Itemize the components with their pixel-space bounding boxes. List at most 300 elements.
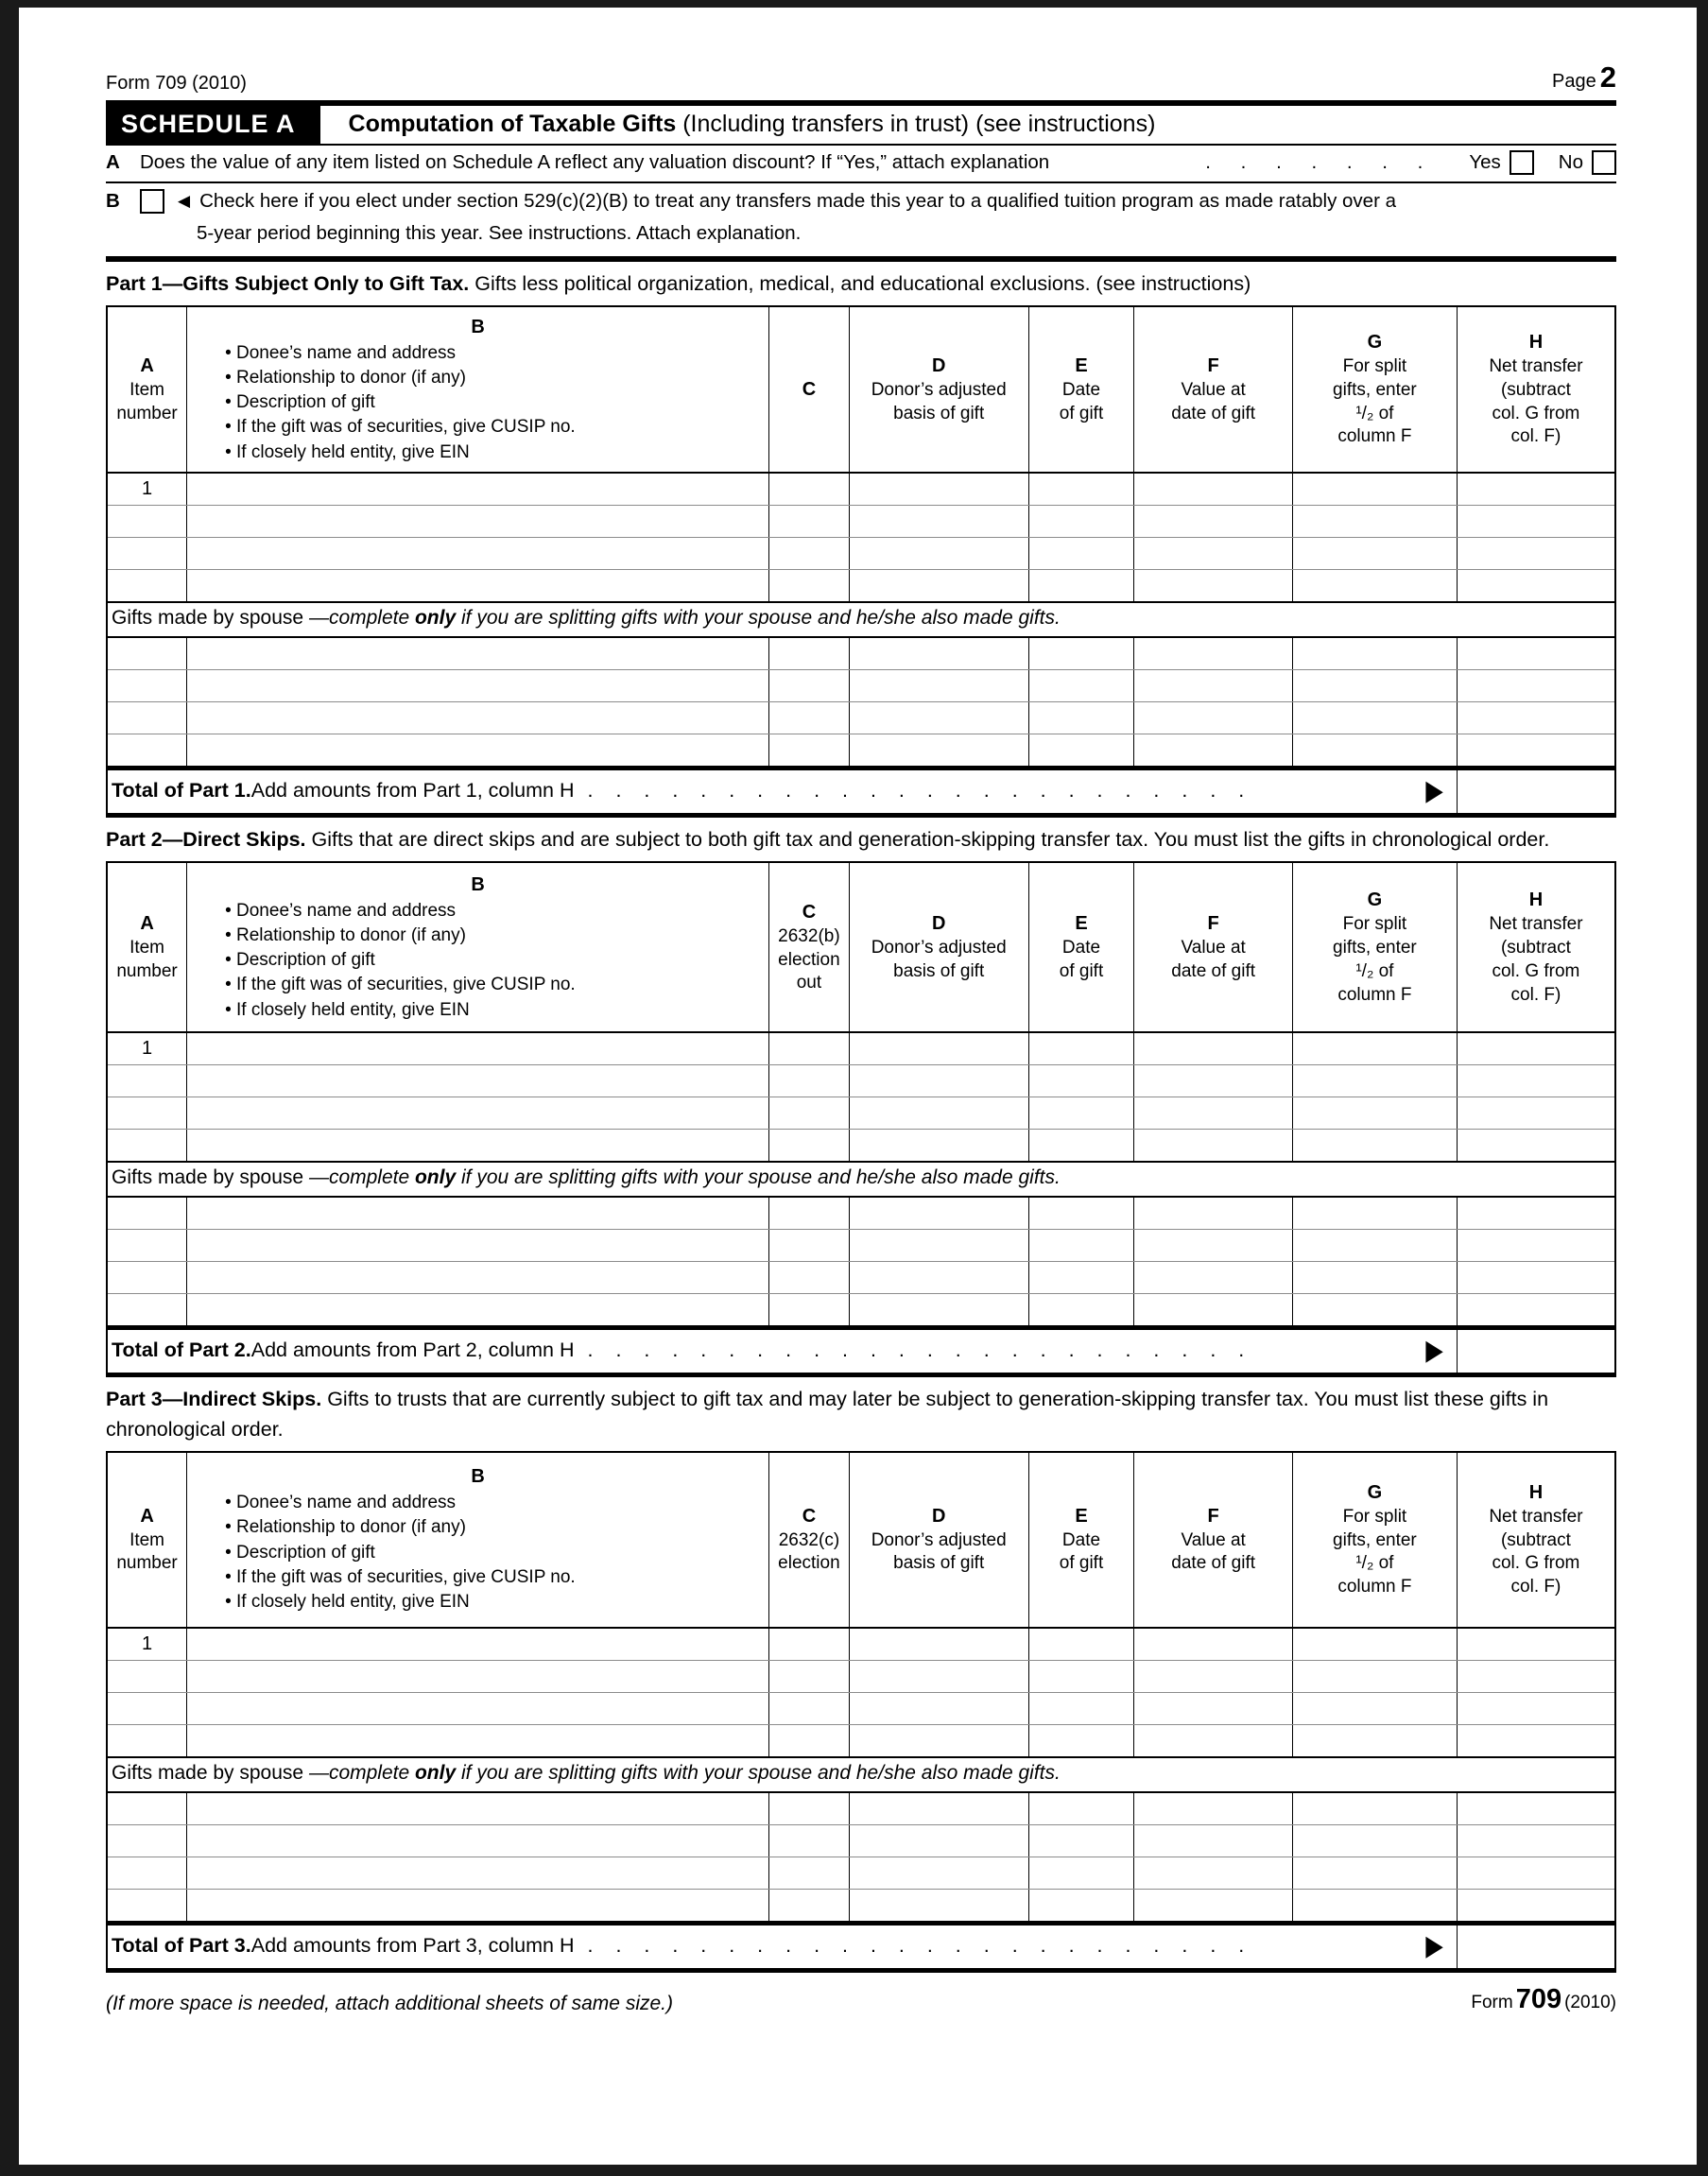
gift-entry-cell[interactable] [849, 1032, 1028, 1065]
gift-entry-cell[interactable] [107, 734, 187, 769]
footer-form-word: Form [1471, 1992, 1513, 2012]
col-header-a [107, 862, 187, 1032]
gift-entry-cell[interactable] [187, 1197, 769, 1230]
col-h-letter: H [1528, 332, 1544, 354]
spouse-note-only: only [414, 1166, 457, 1189]
col-header-d [849, 1452, 1028, 1628]
line-b-text-1: Check here if you elect under section 529(c)(2)(B) to treat any transfers made this year to a qualified tuition program as made ratably over a [199, 190, 1397, 212]
gift-entry-cell[interactable] [1134, 1628, 1293, 1661]
gift-entry-cell[interactable] [849, 1824, 1028, 1857]
line-b-letter: B [106, 190, 120, 212]
gift-entry-cell[interactable] [1457, 1262, 1615, 1294]
gift-entry-cell[interactable] [1457, 1230, 1615, 1262]
col-e-line: of gift [1059, 960, 1104, 981]
gift-entry-cell[interactable] [1457, 1857, 1615, 1889]
529-election-checkbox[interactable] [140, 189, 164, 214]
total-bold: Total of Part 1. [112, 779, 251, 803]
gift-entry-cell[interactable] [107, 1692, 187, 1724]
gift-entry-cell[interactable] [1134, 1294, 1293, 1328]
item-number-cell: 1 [107, 1032, 187, 1065]
col-d-line: Donor’s adjusted [871, 379, 1007, 400]
gift-entry-cell[interactable] [1134, 1197, 1293, 1230]
col-e-letter: E [1075, 913, 1088, 935]
part3-gifts-table [106, 1451, 1616, 1973]
gift-entry-cell[interactable] [1028, 570, 1134, 603]
gift-entry-cell[interactable] [1457, 1294, 1615, 1328]
gift-entry-cell[interactable] [769, 1097, 850, 1130]
gift-entry-cell[interactable] [769, 1660, 850, 1692]
gift-entry-cell[interactable] [1292, 1197, 1457, 1230]
gift-entry-cell[interactable] [1134, 1889, 1293, 1923]
col-g-line: column F [1337, 1576, 1412, 1597]
gift-entry-cell[interactable] [187, 1889, 769, 1923]
right-arrow-icon: ▶ [1425, 1929, 1443, 1962]
gift-entry-cell[interactable] [849, 1857, 1028, 1889]
page-number [1552, 60, 1616, 95]
gift-entry-cell[interactable] [1134, 1857, 1293, 1889]
gift-entry-cell[interactable] [187, 1032, 769, 1065]
gift-entry-cell[interactable] [187, 1857, 769, 1889]
part3-total-label [107, 1923, 1457, 1970]
gift-entry-cell[interactable] [187, 570, 769, 603]
col-c-line: 2632(c) [778, 1529, 840, 1550]
gift-entry-cell[interactable] [187, 637, 769, 670]
gift-entry-cell[interactable] [1134, 1097, 1293, 1130]
gift-entry-cell[interactable] [107, 1130, 187, 1163]
col-h-line: col. F) [1510, 1576, 1561, 1597]
col-c-line: out [796, 973, 822, 993]
gift-entry-cell[interactable] [769, 1032, 850, 1065]
col-h-line: (subtract [1500, 1529, 1571, 1550]
gift-entry-cell[interactable] [1457, 506, 1615, 538]
gift-entry-cell[interactable] [849, 1294, 1028, 1328]
gift-entry-cell[interactable] [849, 1724, 1028, 1757]
gift-entry-cell[interactable] [1134, 1660, 1293, 1692]
gift-entry-cell[interactable] [1028, 1792, 1134, 1825]
gift-entry-cell[interactable] [1457, 473, 1615, 506]
gift-entry-cell[interactable] [107, 1197, 187, 1230]
item-number-cell: 1 [107, 1628, 187, 1661]
col-h-line: col. G from [1492, 403, 1580, 423]
gift-entry-cell[interactable] [1457, 1130, 1615, 1163]
more-space-note: (If more space is needed, attach additional sheets of same size.) [106, 1992, 673, 2014]
col-d-letter: D [931, 354, 946, 376]
gift-entry-cell[interactable] [1028, 1294, 1134, 1328]
gift-entry-cell[interactable] [187, 1824, 769, 1857]
gift-entry-row [107, 1262, 1615, 1294]
gift-entry-cell[interactable] [1028, 1692, 1134, 1724]
gift-entry-cell[interactable] [1134, 670, 1293, 702]
gift-entry-cell[interactable] [187, 1230, 769, 1262]
gift-entry-cell[interactable] [187, 1065, 769, 1097]
gift-entry-cell[interactable] [187, 1628, 769, 1661]
gift-entry-row [107, 1097, 1615, 1130]
gift-entry-cell[interactable] [107, 702, 187, 734]
gift-entry-cell[interactable] [1134, 473, 1293, 506]
gift-entry-cell[interactable] [769, 1889, 850, 1923]
yes-label: Yes [1469, 151, 1501, 173]
col-d-line: basis of gift [893, 1553, 985, 1574]
col-a-letter: A [140, 354, 154, 376]
gift-entry-cell[interactable] [187, 1724, 769, 1757]
footer-form-number: 709 [1515, 1983, 1562, 2014]
gift-entry-cell[interactable] [107, 538, 187, 570]
col-b-bullet: • Donee’s name and address [225, 341, 763, 366]
gift-entry-cell[interactable] [769, 1130, 850, 1163]
part2-header-row [107, 862, 1615, 1032]
col-header-e [1028, 1452, 1134, 1628]
col-a-letter: A [140, 913, 154, 935]
footer-form-id [1471, 1984, 1616, 2015]
gift-entry-cell[interactable] [1028, 538, 1134, 570]
col-g-line: ¹/₂ of [1355, 960, 1394, 981]
gift-entry-cell[interactable] [1028, 1660, 1134, 1692]
col-d-letter: D [931, 1505, 946, 1527]
col-e-letter: E [1075, 354, 1088, 376]
gift-entry-cell[interactable] [1292, 473, 1457, 506]
page-num: 2 [1599, 60, 1616, 94]
gift-entry-cell[interactable] [1292, 1857, 1457, 1889]
gift-entry-cell[interactable] [1134, 1692, 1293, 1724]
gift-entry-cell[interactable] [1134, 1230, 1293, 1262]
gift-entry-cell[interactable] [849, 1097, 1028, 1130]
col-header-g [1292, 1452, 1457, 1628]
col-b-bullet: • Description of gift [225, 948, 763, 973]
gift-entry-cell[interactable] [1457, 1032, 1615, 1065]
gift-entry-cell[interactable] [849, 1792, 1028, 1825]
col-b-bullet: • If closely held entity, give EIN [225, 998, 763, 1023]
gift-entry-cell[interactable] [849, 506, 1028, 538]
gift-entry-cell[interactable] [1028, 1262, 1134, 1294]
spouse-gifts-note [107, 1162, 1615, 1197]
gift-entry-cell[interactable] [1028, 506, 1134, 538]
form-id: Form 709 (2010) [106, 73, 247, 94]
col-b-bullet: • If the gift was of securities, give CUSIP no. [225, 415, 763, 440]
part2-caption-bold: Part 2—Direct Skips. [106, 828, 306, 852]
gift-entry-cell[interactable] [1292, 1294, 1457, 1328]
gift-entry-cell[interactable] [1134, 570, 1293, 603]
gift-entry-cell[interactable] [769, 1857, 850, 1889]
gift-entry-cell[interactable] [107, 1889, 187, 1923]
gift-entry-cell[interactable] [1292, 670, 1457, 702]
gift-entry-cell[interactable] [1028, 1230, 1134, 1262]
gift-entry-cell[interactable] [769, 1824, 850, 1857]
part2-total-amount-cell[interactable] [1457, 1328, 1615, 1375]
col-g-line: column F [1337, 984, 1412, 1005]
col-header-a [107, 1452, 187, 1628]
gift-entry-cell[interactable] [769, 1065, 850, 1097]
gift-entry-cell[interactable] [1457, 1824, 1615, 1857]
gift-entry-cell[interactable] [1028, 1724, 1134, 1757]
col-f-letter: F [1207, 913, 1219, 935]
gift-entry-cell[interactable] [769, 1692, 850, 1724]
gift-entry-cell[interactable] [187, 538, 769, 570]
gift-entry-cell[interactable] [1457, 1792, 1615, 1825]
gift-entry-cell[interactable] [769, 1197, 850, 1230]
gift-entry-cell[interactable] [1134, 506, 1293, 538]
gift-entry-cell[interactable] [187, 1692, 769, 1724]
form-page [19, 8, 1697, 2165]
col-g-line: gifts, enter [1333, 938, 1417, 958]
gift-entry-cell[interactable] [1292, 702, 1457, 734]
gift-entry-cell[interactable] [849, 702, 1028, 734]
gift-entry-cell[interactable] [1292, 1889, 1457, 1923]
spouse-gifts-note [107, 1757, 1615, 1792]
col-b-letter: B [471, 316, 485, 337]
col-c-line: election [778, 949, 840, 970]
gift-entry-cell[interactable] [1028, 1857, 1134, 1889]
col-a-letter: A [140, 1505, 154, 1527]
gift-entry-cell[interactable] [1457, 538, 1615, 570]
col-header-b [187, 1452, 769, 1628]
col-e-line: Date [1061, 1529, 1101, 1550]
gift-entry-cell[interactable] [1457, 1692, 1615, 1724]
right-arrow-icon: ▶ [1425, 1334, 1443, 1367]
gift-entry-cell[interactable] [187, 734, 769, 769]
gift-entry-cell[interactable] [1292, 570, 1457, 603]
part3-total-row [107, 1923, 1615, 1970]
gift-entry-cell[interactable] [1134, 1130, 1293, 1163]
gift-entry-cell[interactable] [849, 1262, 1028, 1294]
gift-entry-cell[interactable] [849, 1230, 1028, 1262]
gift-entry-cell[interactable] [1134, 1824, 1293, 1857]
gift-entry-cell[interactable] [849, 1889, 1028, 1923]
gift-entry-cell[interactable] [1134, 702, 1293, 734]
col-h-letter: H [1528, 889, 1544, 911]
col-c-line: 2632(b) [778, 925, 840, 946]
gift-entry-cell[interactable] [849, 1660, 1028, 1692]
gift-entry-cell[interactable] [849, 1065, 1028, 1097]
gift-entry-cell[interactable] [187, 702, 769, 734]
col-g-line: For split [1342, 356, 1407, 377]
spouse-note-italic: if you are splitting gifts with your spouse and he/she also made gifts. [456, 1761, 1061, 1784]
col-header-c [769, 862, 850, 1032]
gift-entry-row [107, 670, 1615, 702]
gift-entry-cell[interactable] [107, 670, 187, 702]
gift-entry-cell[interactable] [187, 1294, 769, 1328]
gift-entry-cell[interactable] [187, 1130, 769, 1163]
gift-entry-cell[interactable] [107, 570, 187, 603]
gift-entry-cell[interactable] [1292, 1692, 1457, 1724]
col-f-line: Value at [1181, 379, 1246, 400]
gift-entry-row [107, 702, 1615, 734]
gift-entry-cell[interactable] [1292, 1097, 1457, 1130]
gift-entry-cell[interactable] [1028, 1889, 1134, 1923]
gift-entry-cell[interactable] [1457, 1197, 1615, 1230]
schedule-title-bold: Computation of Taxable Gifts [348, 111, 677, 137]
gift-entry-cell[interactable] [1028, 702, 1134, 734]
gift-entry-cell[interactable] [1457, 637, 1615, 670]
col-h-line: col. G from [1492, 960, 1580, 981]
spouse-note-only: only [414, 607, 457, 630]
col-a-line: Item [129, 1529, 165, 1550]
gift-entry-cell[interactable] [1134, 734, 1293, 769]
gift-entry-cell[interactable] [107, 1065, 187, 1097]
gift-entry-cell[interactable] [1028, 637, 1134, 670]
col-header-g [1292, 862, 1457, 1032]
col-e-line: Date [1061, 938, 1101, 958]
gift-entry-cell[interactable] [1292, 637, 1457, 670]
gift-entry-cell[interactable] [769, 1294, 850, 1328]
col-h-line: (subtract [1500, 938, 1571, 958]
gift-entry-cell[interactable] [187, 1262, 769, 1294]
gift-entry-cell[interactable] [107, 506, 187, 538]
gift-entry-cell[interactable] [1292, 1628, 1457, 1661]
gift-entry-cell[interactable] [769, 1262, 850, 1294]
gift-entry-cell[interactable] [769, 1230, 850, 1262]
gift-entry-cell[interactable] [187, 670, 769, 702]
gift-entry-cell[interactable] [107, 1262, 187, 1294]
gift-entry-cell[interactable] [187, 1660, 769, 1692]
gift-entry-cell[interactable] [1028, 1032, 1134, 1065]
gift-entry-cell[interactable] [1028, 1130, 1134, 1163]
gift-entry-cell[interactable] [1292, 506, 1457, 538]
spouse-note-italic: if you are splitting gifts with your spouse and he/she also made gifts. [456, 1166, 1061, 1189]
gift-entry-cell[interactable] [1457, 1889, 1615, 1923]
gift-entry-cell[interactable] [1134, 1262, 1293, 1294]
gift-entry-cell[interactable] [1028, 473, 1134, 506]
page-footer [106, 1973, 1616, 2015]
col-header-h [1457, 306, 1615, 473]
spouse-gifts-note [107, 602, 1615, 637]
yes-checkbox[interactable] [1510, 150, 1534, 175]
gift-entry-cell[interactable] [1134, 538, 1293, 570]
gift-entry-cell[interactable] [1457, 1065, 1615, 1097]
gift-entry-cell[interactable] [1028, 670, 1134, 702]
col-header-f [1134, 862, 1293, 1032]
col-h-line: Net transfer [1489, 356, 1583, 377]
question-a-row [106, 146, 1616, 183]
gift-entry-cell[interactable] [849, 538, 1028, 570]
gift-entry-cell[interactable] [1028, 1628, 1134, 1661]
col-b-bullet: • Relationship to donor (if any) [225, 924, 763, 948]
gift-entry-cell[interactable] [1457, 1660, 1615, 1692]
gift-entry-cell[interactable] [1457, 1628, 1615, 1661]
gift-entry-cell[interactable] [1292, 1660, 1457, 1692]
gift-entry-row [107, 1824, 1615, 1857]
gift-entry-cell[interactable] [107, 1857, 187, 1889]
gift-entry-cell[interactable] [769, 1792, 850, 1825]
gift-entry-cell[interactable] [1028, 734, 1134, 769]
col-f-line: date of gift [1171, 960, 1256, 981]
gift-entry-cell[interactable] [1292, 1262, 1457, 1294]
part2-caption [106, 818, 1616, 861]
col-header-h [1457, 862, 1615, 1032]
part1-total-amount-cell[interactable] [1457, 769, 1615, 816]
part3-total-amount-cell[interactable] [1457, 1923, 1615, 1970]
gift-entry-cell[interactable] [1457, 570, 1615, 603]
gift-entry-cell[interactable] [1457, 1724, 1615, 1757]
gift-entry-cell[interactable] [1292, 1824, 1457, 1857]
gift-entry-cell[interactable] [1292, 1032, 1457, 1065]
gift-entry-cell[interactable] [1292, 538, 1457, 570]
gift-entry-cell[interactable] [1292, 1065, 1457, 1097]
gift-entry-cell[interactable] [107, 1660, 187, 1692]
gift-entry-cell[interactable] [1134, 1724, 1293, 1757]
gift-entry-cell[interactable] [1457, 734, 1615, 769]
col-f-line: Value at [1181, 1529, 1246, 1550]
col-g-line: ¹/₂ of [1355, 403, 1394, 423]
gift-entry-row [107, 734, 1615, 769]
gift-entry-cell[interactable] [1457, 670, 1615, 702]
gift-entry-cell[interactable] [769, 1724, 850, 1757]
gift-entry-cell[interactable] [187, 1097, 769, 1130]
gift-entry-cell[interactable] [1292, 1130, 1457, 1163]
gift-entry-cell[interactable] [849, 637, 1028, 670]
total-bold: Total of Part 3. [112, 1933, 251, 1957]
gift-entry-row [107, 1628, 1615, 1661]
gift-entry-cell[interactable] [849, 473, 1028, 506]
gift-entry-cell[interactable] [107, 637, 187, 670]
gift-entry-cell[interactable] [849, 670, 1028, 702]
gift-entry-cell[interactable] [1292, 1724, 1457, 1757]
gift-entry-cell[interactable] [107, 1097, 187, 1130]
gift-entry-cell[interactable] [1134, 1792, 1293, 1825]
gift-entry-cell[interactable] [107, 1824, 187, 1857]
gift-entry-cell[interactable] [1134, 637, 1293, 670]
col-h-line: Net transfer [1489, 1506, 1583, 1527]
gift-entry-cell[interactable] [107, 1294, 187, 1328]
gift-entry-cell[interactable] [1134, 1032, 1293, 1065]
gift-entry-cell[interactable] [1292, 1230, 1457, 1262]
gift-entry-cell[interactable] [107, 1724, 187, 1757]
gift-entry-row [107, 1294, 1615, 1328]
gift-entry-cell[interactable] [187, 473, 769, 506]
schedule-a-bar [106, 100, 1616, 146]
gift-entry-cell[interactable] [849, 570, 1028, 603]
gift-entry-cell[interactable] [1292, 1792, 1457, 1825]
gift-entry-cell[interactable] [849, 1130, 1028, 1163]
gift-entry-cell[interactable] [1292, 734, 1457, 769]
gift-entry-cell[interactable] [849, 1628, 1028, 1661]
col-b-bullet: • Relationship to donor (if any) [225, 366, 763, 390]
col-d-line: basis of gift [893, 403, 985, 423]
no-label: No [1558, 151, 1583, 173]
gift-entry-cell[interactable] [849, 734, 1028, 769]
gift-entry-cell[interactable] [1028, 1824, 1134, 1857]
col-b-letter: B [471, 873, 485, 895]
gift-entry-cell[interactable] [1457, 702, 1615, 734]
col-g-line: gifts, enter [1333, 379, 1417, 400]
gift-entry-cell[interactable] [1457, 1097, 1615, 1130]
gift-entry-cell[interactable] [769, 1628, 850, 1661]
no-checkbox[interactable] [1592, 150, 1616, 175]
gift-entry-cell[interactable] [1028, 1197, 1134, 1230]
spouse-note-italic: —complete [308, 1761, 415, 1784]
col-a-line: number [116, 1553, 178, 1574]
gift-entry-cell[interactable] [187, 506, 769, 538]
gift-entry-cell[interactable] [107, 1230, 187, 1262]
col-f-letter: F [1207, 1505, 1219, 1527]
gift-entry-cell[interactable] [1134, 1065, 1293, 1097]
col-e-line: of gift [1059, 403, 1104, 423]
line-a-question: Does the value of any item listed on Schedule A reflect any valuation discount? If “Yes,” attach explanation [140, 151, 1050, 173]
total-rest: Add amounts from Part 1, column H [250, 779, 575, 803]
col-header-d [849, 862, 1028, 1032]
col-b-bullets [187, 899, 768, 1023]
col-header-f [1134, 1452, 1293, 1628]
total-bold: Total of Part 2. [112, 1338, 251, 1362]
gift-entry-cell[interactable] [107, 1792, 187, 1825]
col-header-a [107, 306, 187, 473]
gift-entry-cell[interactable] [187, 1792, 769, 1825]
col-h-line: col. G from [1492, 1553, 1580, 1574]
gift-entry-cell[interactable] [849, 1692, 1028, 1724]
gift-entry-cell[interactable] [849, 1197, 1028, 1230]
col-b-bullet: • If the gift was of securities, give CUSIP no. [225, 1565, 763, 1590]
gift-entry-cell[interactable] [1028, 1097, 1134, 1130]
gift-entry-cell[interactable] [1028, 1065, 1134, 1097]
